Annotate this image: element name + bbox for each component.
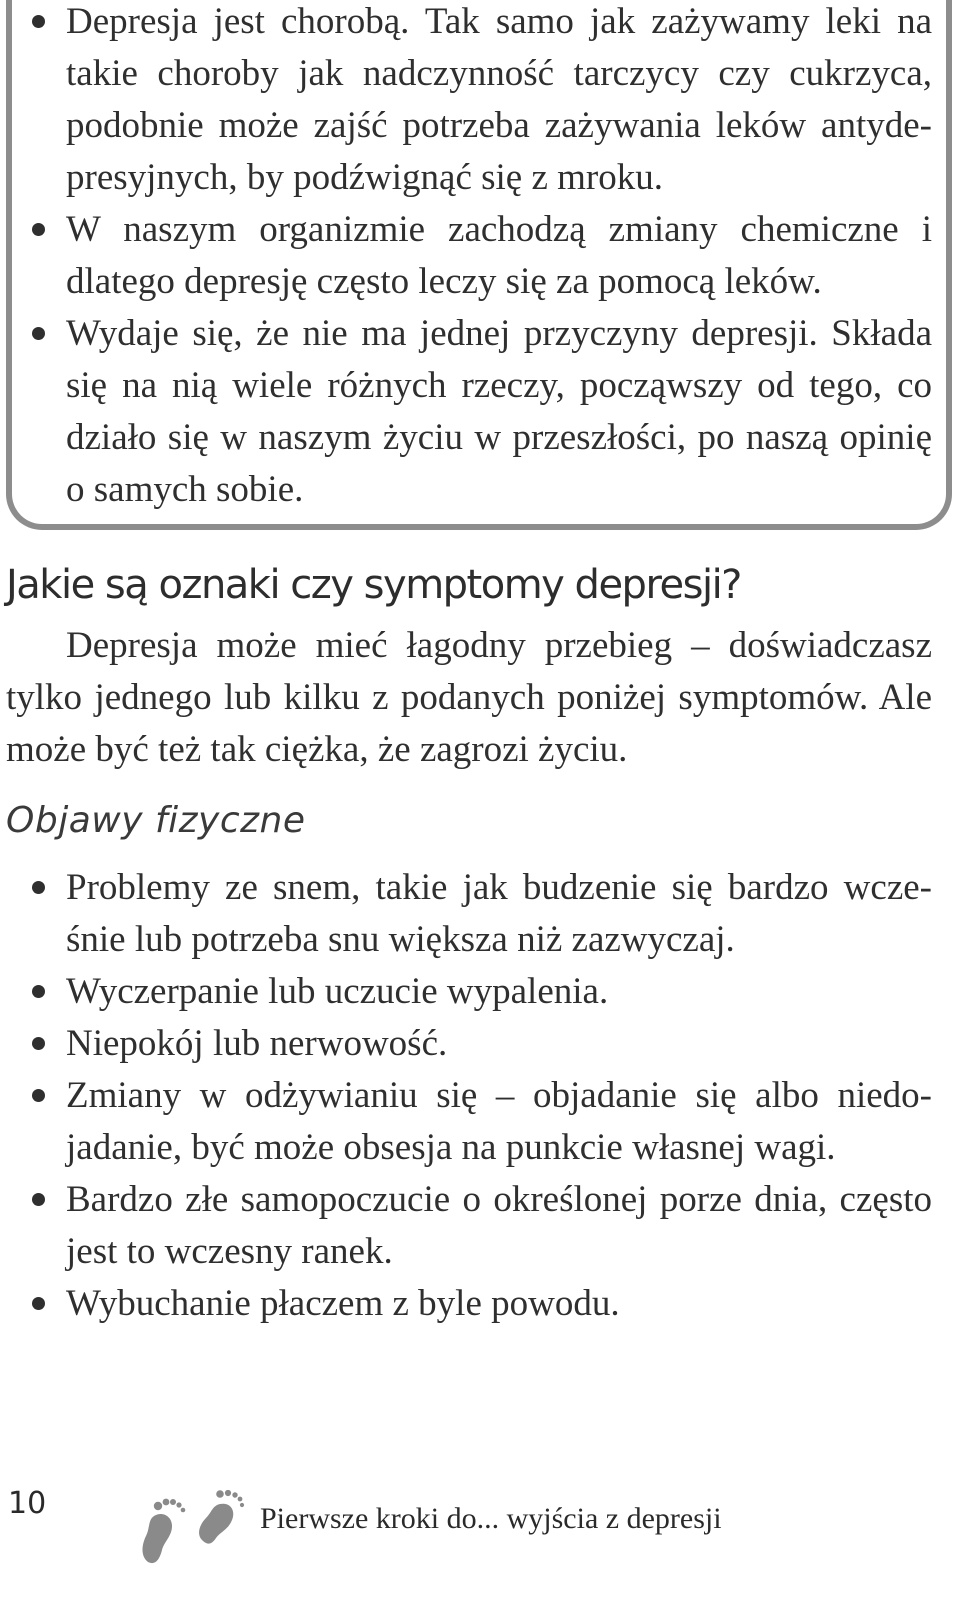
bullet-icon: [32, 223, 45, 236]
bullet-icon: [32, 1193, 45, 1206]
book-title: Pierwsze kroki do... wyjścia z depresji: [260, 1502, 722, 1535]
list-item: [6, 966, 932, 1018]
list-item: [6, 0, 932, 204]
list-item-text: Wyczerpanie lub uczucie wypalenia.: [66, 971, 609, 1012]
list-item-text: Wybuchanie płaczem z byle powodu.: [66, 1283, 620, 1324]
bullet-icon: [32, 1089, 45, 1102]
bullet-icon: [32, 1037, 45, 1050]
symptom-list: [6, 862, 932, 1330]
list-item-text: Zmiany w odżywianiu się – objadanie się albo niedojadanie, być może obsesja na punkcie własnej wagi.: [66, 1075, 932, 1168]
intro-paragraph: Depresja może mieć łagodny przebieg – doświadczasz tylko jednego lub kilku z podanych poniżej symptomów. Ale może być też tak ciężka, że zagrozi życiu.: [6, 625, 932, 770]
list-item: [6, 1070, 932, 1174]
list-item: [6, 308, 932, 516]
page-number: 10: [8, 1486, 47, 1521]
list-item-text: Problemy ze snem, takie jak budzenie się bardzo wcześnie lub potrzeba snu większa niż zazwyczaj.: [66, 867, 932, 960]
list-item: [6, 1018, 932, 1070]
footprints-icon: [138, 1490, 246, 1565]
bullet-icon: [32, 15, 45, 28]
list-item-text: Bardzo złe samopoczucie o określonej porze dnia, często jest to wczesny ranek.: [66, 1179, 932, 1272]
list-item: [6, 1278, 932, 1330]
list-item-text: W naszym organizmie zachodzą zmiany chemiczne i dlatego depresję często leczy się za pomocą leków.: [66, 209, 932, 302]
subheading: Objawy fizyczne: [6, 800, 306, 841]
list-item: [6, 1174, 932, 1278]
list-item: [6, 862, 932, 966]
bullet-icon: [32, 327, 45, 340]
list-item-text: Niepokój lub nerwowość.: [66, 1023, 448, 1064]
list-item: [6, 204, 932, 308]
section-heading: Jakie są oznaki czy symptomy depresji?: [6, 562, 741, 608]
list-item-text: Depresja jest chorobą. Tak samo jak zażywamy leki na takie choroby jak nadczynność tarczycy czy cukrzyca, podobnie może zajść potrzeba zażywania leków antydepresyjnych, by podźwignąć się z mroku.: [66, 1, 932, 198]
box-bullet-list: [6, 0, 932, 516]
bullet-icon: [32, 1297, 45, 1310]
bullet-icon: [32, 881, 45, 894]
list-item-text: Wydaje się, że nie ma jednej przyczyny depresji. Składa się na nią wiele różnych rzeczy, począwszy od tego, co działo się w naszym życiu w przeszłości, po naszą opinię o samych sobie.: [66, 313, 932, 510]
bullet-icon: [32, 985, 45, 998]
